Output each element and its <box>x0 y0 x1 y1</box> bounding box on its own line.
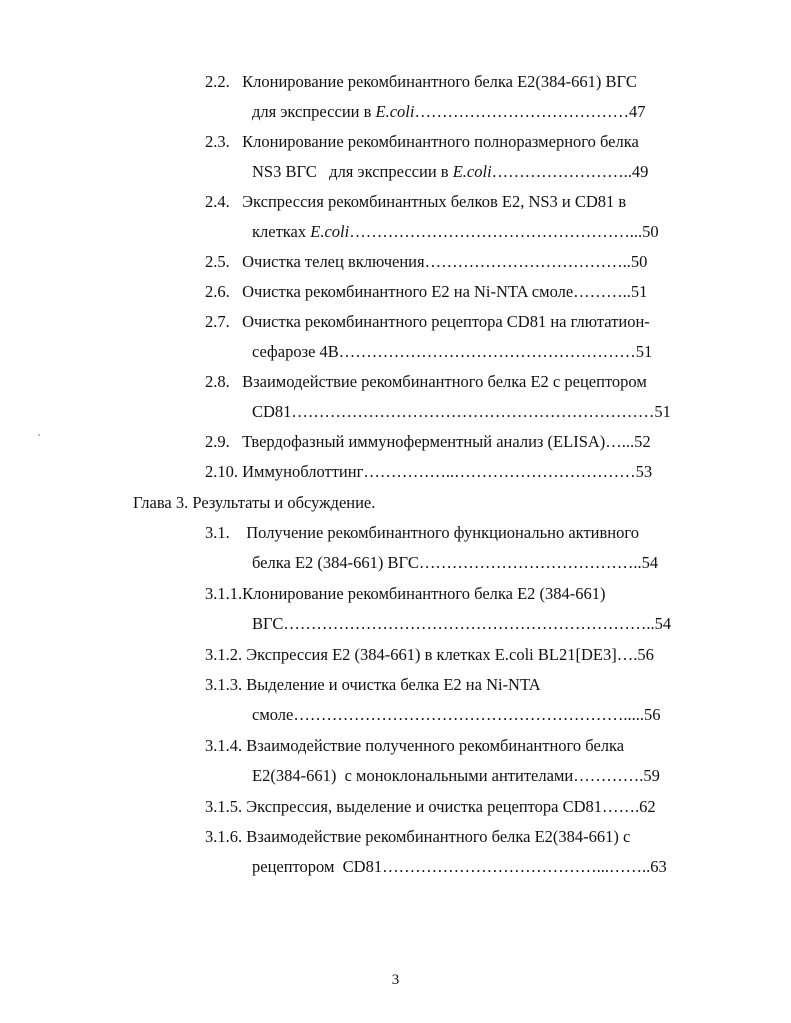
toc-entry-2-2: 2.2. Клонирование рекомбинантного белка E2(384-661) ВГС <box>205 72 637 91</box>
toc-entry-2-7: 2.7. Очистка рекомбинантного рецептора CD81 на глютатион- <box>205 312 650 331</box>
toc-entry-2-3: 2.3. Клонирование рекомбинантного полноразмерного белка <box>205 132 639 151</box>
toc-entry-2-7-cont: сефарозе 4В………………………………………………51 <box>252 342 653 361</box>
toc-entry-3-1-6: 3.1.6. Взаимодействие рекомбинантного белка E2(384-661) с <box>205 827 631 846</box>
toc-entry-2-8-cont: CD81…………………………………………………………51 <box>252 402 671 421</box>
toc-entry-3-1-6-cont: рецептором CD81…………………………………...……..63 <box>252 857 667 876</box>
toc-entry-3-1: 3.1. Получение рекомбинантного функционально активного <box>205 523 639 542</box>
toc-entry-2-4: 2.4. Экспрессия рекомбинантных белков E2, NS3 и CD81 в <box>205 192 627 211</box>
toc-entry-2-5: 2.5. Очистка телец включения………………………………..50 <box>205 252 648 271</box>
toc-entry-2-10: 2.10. Иммуноблоттинг……………..……………………………53 <box>205 462 653 481</box>
chapter-3-heading: Глава 3. Результаты и обсуждение. <box>133 493 376 512</box>
toc-entry-3-1-4: 3.1.4. Взаимодействие полученного рекомбинантного белка <box>205 736 625 755</box>
toc-entry-2-6: 2.6. Очистка рекомбинантного E2 на Ni-NTA смоле………..51 <box>205 282 648 301</box>
toc-entry-2-2-cont: для экспрессии в E.coli…………………………………47 <box>252 102 646 121</box>
page-number: 3 <box>391 972 400 988</box>
toc-entry-3-1-3-cont: смоле…………………………………………………….....56 <box>252 705 661 724</box>
toc-entry-2-3-cont: NS3 ВГС для экспрессии в E.coli……………………..49 <box>252 162 649 181</box>
toc-entry-3-1-1: 3.1.1.Клонирование рекомбинантного белка E2 (384-661) <box>205 584 606 603</box>
toc-entry-2-9: 2.9. Твердофазный иммуноферментный анализ (ELISA)…...52 <box>205 432 651 451</box>
toc-entry-3-1-1-cont: ВГС…………………………………………………………..54 <box>252 614 672 633</box>
scan-speck <box>38 434 40 436</box>
toc-entry-3-1-5: 3.1.5. Экспрессия, выделение и очистка рецептора CD81…….62 <box>205 797 656 816</box>
toc-entry-2-8: 2.8. Взаимодействие рекомбинантного белка E2 с рецептором <box>205 372 647 391</box>
toc-entry-3-1-3: 3.1.3. Выделение и очистка белка E2 на Ni-NTA <box>205 675 541 694</box>
toc-entry-3-1-2: 3.1.2. Экспрессия E2 (384-661) в клетках E.coli BL21[DE3]….56 <box>205 645 654 664</box>
toc-entry-3-1-4-cont: E2(384-661) с моноклональными антителами………….59 <box>252 766 660 785</box>
toc-entry-3-1-cont: белка E2 (384-661) ВГС…………………………………..54 <box>252 553 659 572</box>
toc-entry-2-4-cont: клетках E.coli……………………………………………...50 <box>252 222 659 241</box>
